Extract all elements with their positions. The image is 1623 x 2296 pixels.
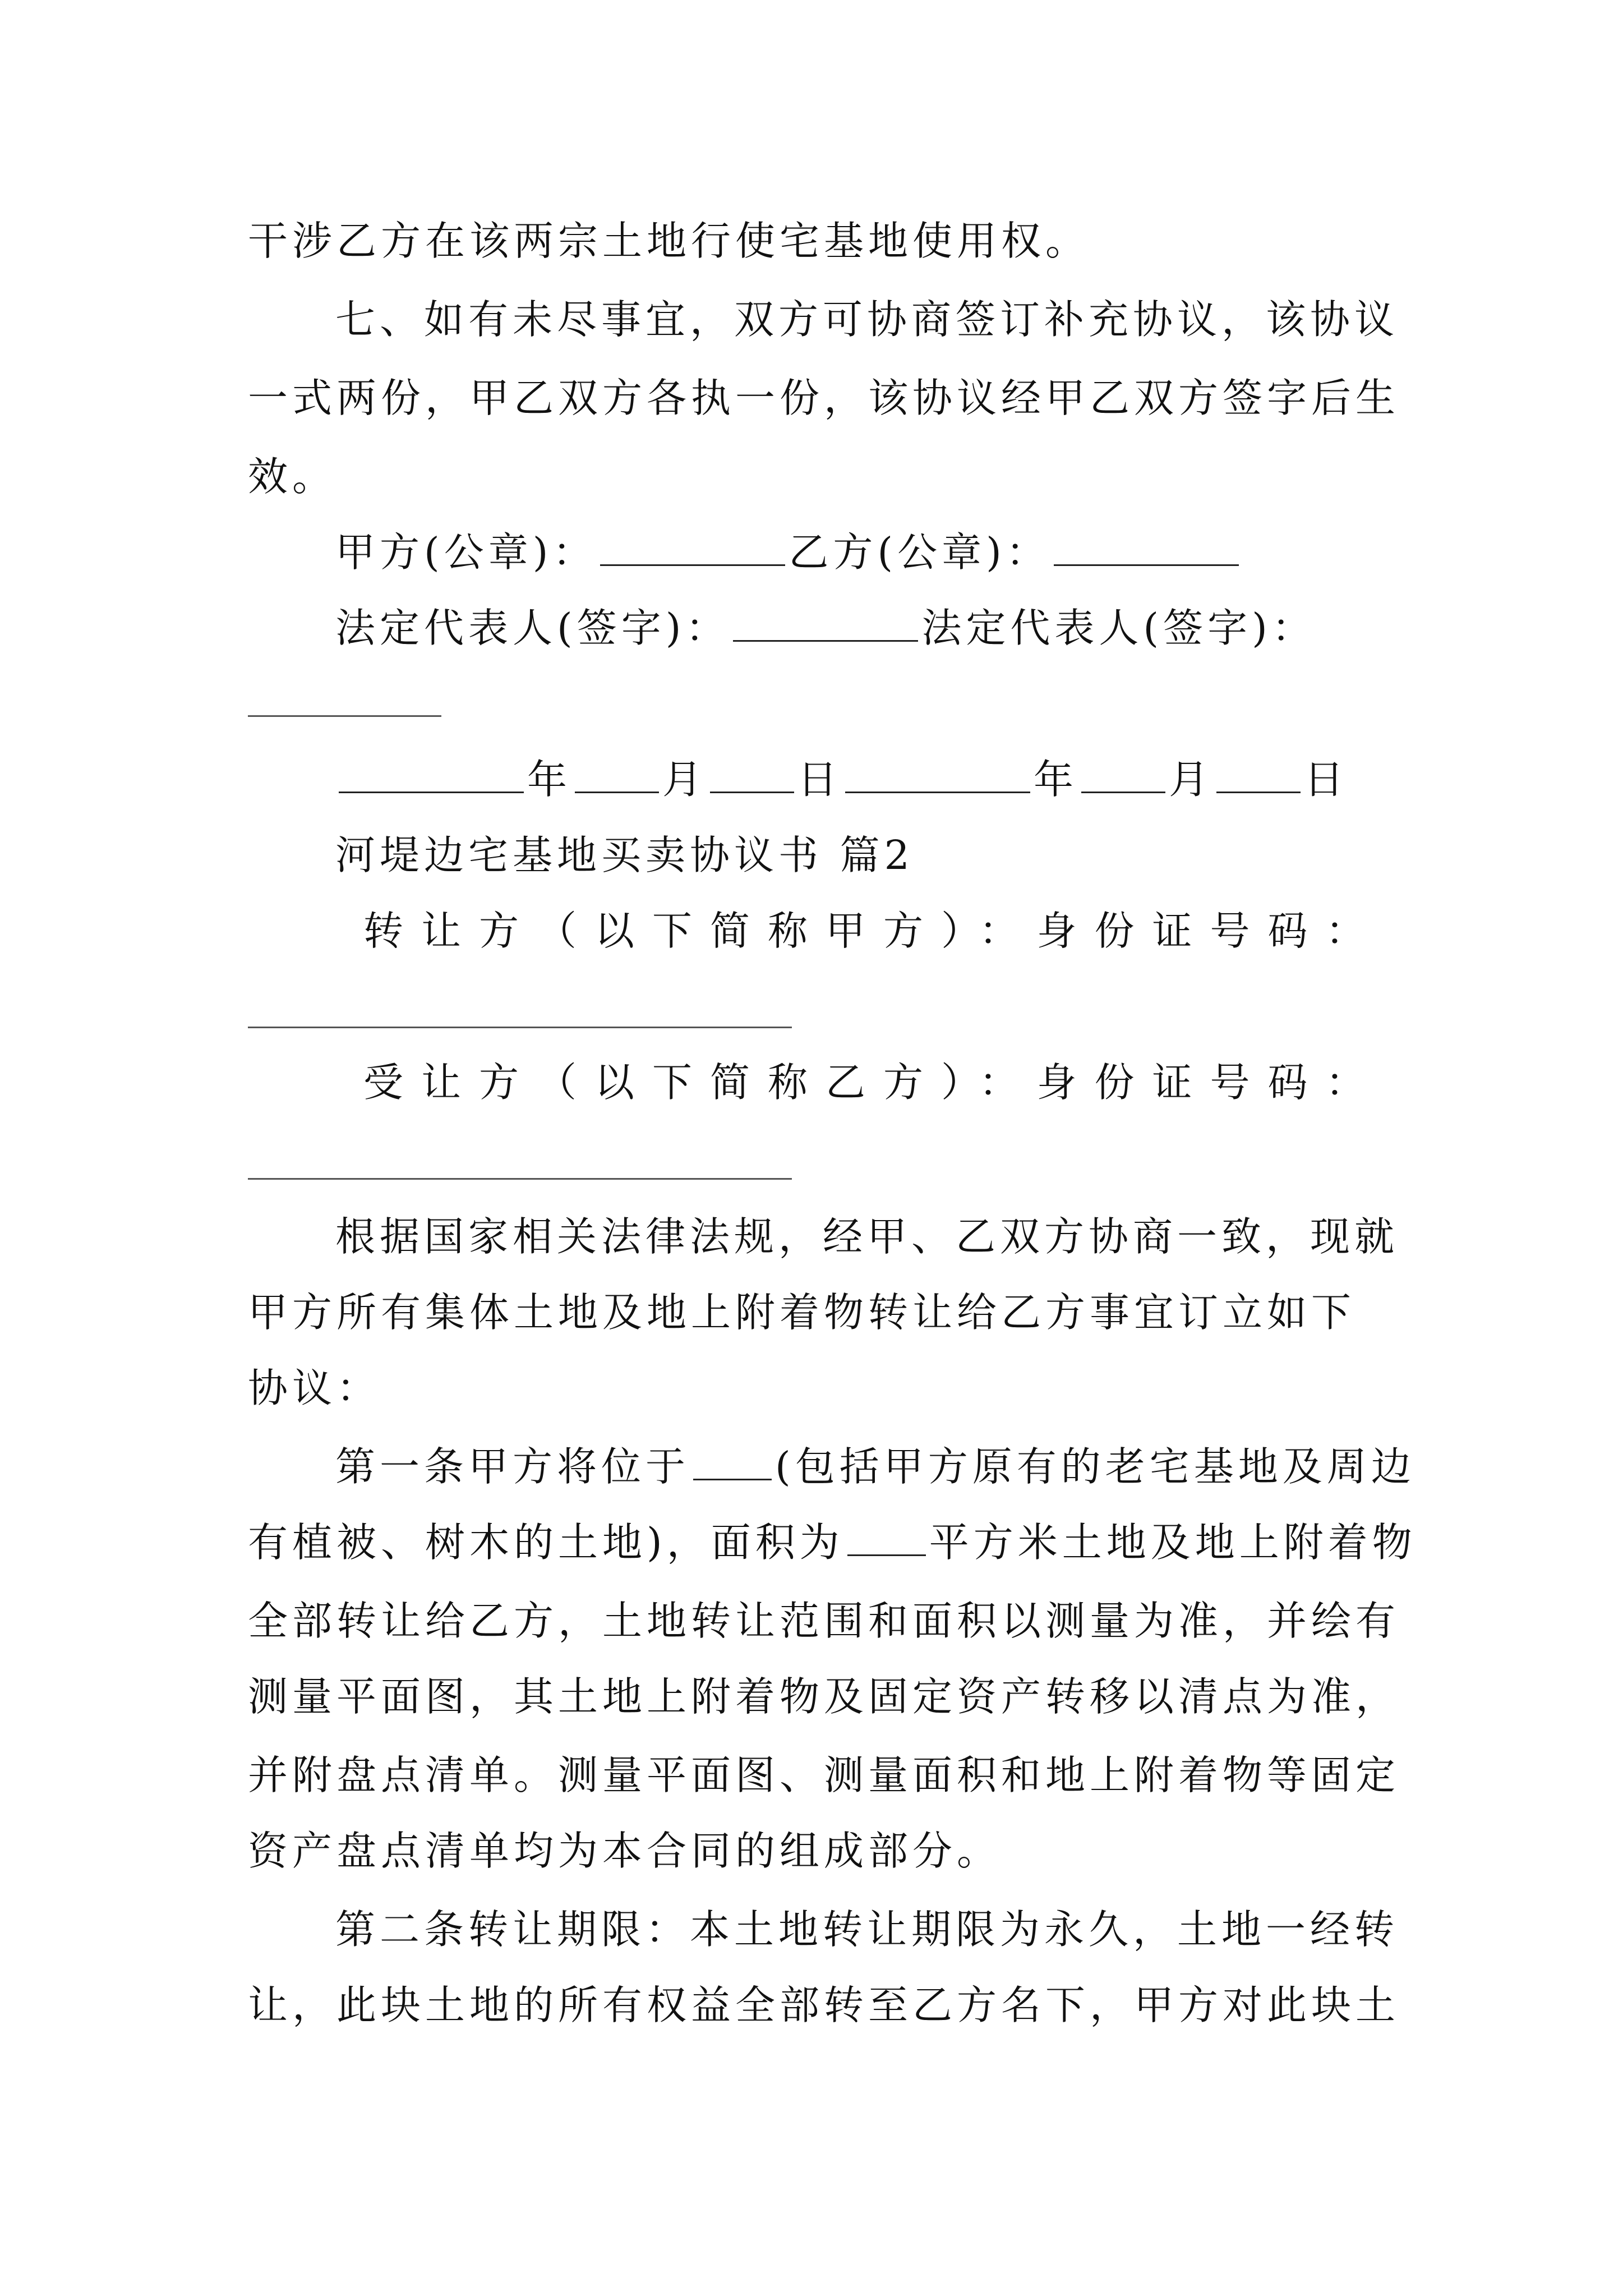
article-1-line: 测量平面图，其土地上附着物及固定资产转移以清点为准，: [248, 1673, 1400, 1720]
month-blank-b[interactable]: [1081, 756, 1165, 793]
article-2-line: 第二条转让期限：本土地转让期限为永久，土地一经转: [335, 1906, 1399, 1953]
date-line: [335, 752, 1348, 808]
party-a-seal-label: 甲方(公章)：: [335, 529, 597, 576]
rep-b-label: 法定代表人(签字)：: [921, 605, 1316, 651]
article-1-text: (包括甲方原有的老宅基地及周边: [775, 1443, 1415, 1490]
representative-line: [335, 600, 1316, 656]
article-1-line: 资产盘点清单均为本合同的组成部分。: [248, 1828, 1002, 1874]
article-1-text: 第一条甲方将位于: [335, 1443, 690, 1490]
month-blank-a[interactable]: [575, 756, 659, 793]
paragraph-line: 干涉乙方在该两宗土地行使宅基地使用权。: [248, 218, 1090, 264]
year-blank-b[interactable]: [845, 756, 1030, 793]
article-1-line: 并附盘点清单。测量平面图、测量面积和地上附着物等固定: [248, 1752, 1400, 1798]
area-blank[interactable]: [847, 1519, 926, 1556]
month-label: 月: [1169, 756, 1214, 803]
transferee-line: 受让方（以下简称乙方）：身份证号码：: [363, 1059, 1384, 1106]
day-blank-b[interactable]: [1216, 756, 1301, 793]
paragraph-line: 效。: [248, 453, 337, 500]
party-b-seal-blank[interactable]: [1054, 528, 1239, 566]
paragraph-line: 根据国家相关法律法规，经甲、乙双方协商一致，现就: [335, 1213, 1399, 1260]
transferor-id-blank[interactable]: [248, 1027, 792, 1028]
transferee-id-blank[interactable]: [248, 1178, 792, 1180]
transferor-line: 转让方（以下简称甲方）：身份证号码：: [363, 908, 1384, 954]
location-blank[interactable]: [693, 1443, 772, 1480]
party-b-seal-label: 乙方(公章)：: [789, 529, 1050, 576]
paragraph-line: 甲方所有集体土地及地上附着物转让给乙方事宜订立如下: [248, 1289, 1356, 1336]
article-1-line: [335, 1439, 1415, 1495]
paragraph-line: 协议：: [248, 1365, 381, 1411]
party-a-seal-blank[interactable]: [600, 528, 785, 566]
day-label: 日: [1304, 756, 1349, 803]
rep-a-blank[interactable]: [733, 604, 918, 642]
year-blank-a[interactable]: [339, 756, 524, 793]
month-label: 月: [662, 756, 707, 803]
article-1-line: 全部转让给乙方，土地转让范围和面积以测量为准，并绘有: [248, 1598, 1400, 1644]
year-label: 年: [527, 756, 572, 803]
year-label: 年: [1034, 756, 1078, 803]
article-1-text: 平方米土地及地上附着物: [929, 1519, 1417, 1566]
paragraph-line: 一式两份，甲乙双方各执一份，该协议经甲乙双方签字后生: [248, 375, 1400, 421]
section-title: 河堤边宅基地买卖协议书 篇2: [335, 832, 914, 878]
article-2-line: 让，此块土地的所有权益全部转至乙方名下，甲方对此块土: [248, 1982, 1400, 2028]
article-1-line: [248, 1515, 1417, 1571]
day-label: 日: [797, 756, 842, 803]
rep-b-blank[interactable]: [248, 715, 441, 717]
rep-a-label: 法定代表人(签字)：: [335, 605, 730, 651]
seal-line: [335, 524, 1242, 581]
paragraph-line: 七、如有未尽事宜，双方可协商签订补充协议，该协议: [335, 296, 1399, 343]
article-1-text: 有植被、树木的土地)，面积为: [248, 1519, 844, 1566]
day-blank-a[interactable]: [710, 756, 794, 793]
